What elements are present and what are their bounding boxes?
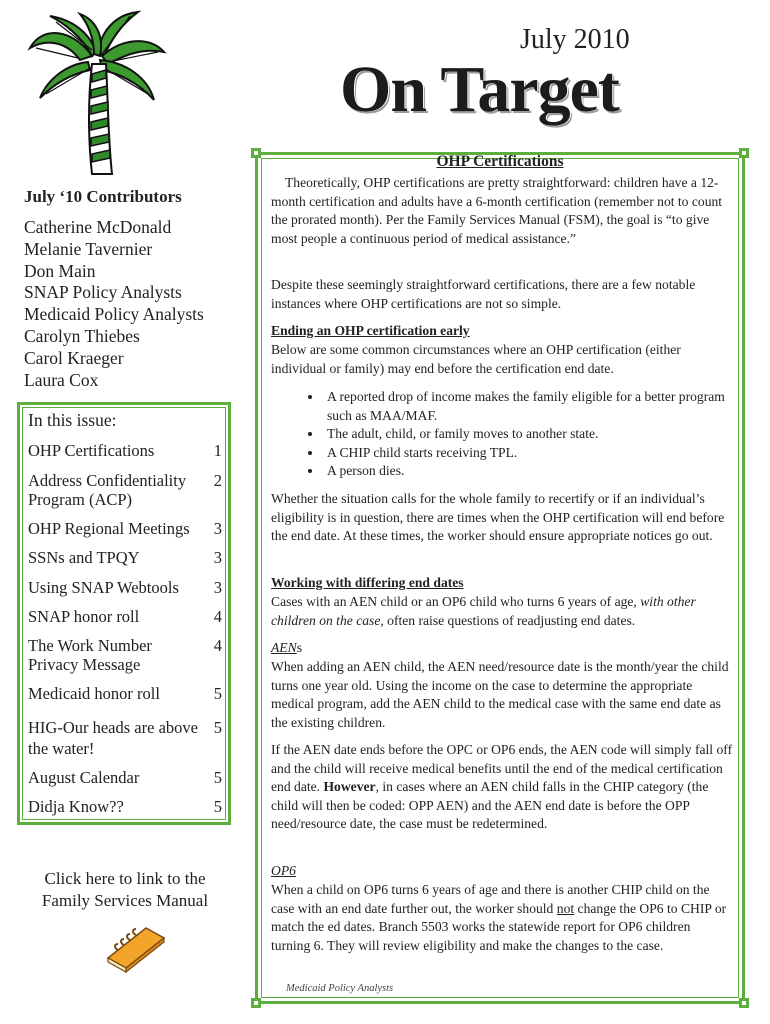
toc-item-page: 4	[213, 636, 222, 655]
contributor-name: Medicaid Policy Analysts	[24, 304, 204, 325]
article-paragraph	[271, 881, 733, 955]
contributor-name: Carol Kraeger	[24, 347, 124, 368]
toc-item-page: 3	[213, 578, 222, 597]
book-icon[interactable]	[102, 922, 168, 974]
text-run: When a child on OP6 turns 6 years of age and there is another CHIP child on the case with an end date further out, the worker should	[271, 882, 710, 916]
frame-corner	[251, 998, 261, 1008]
bullet-item: • A CHIP child starts receiving TPL.	[323, 444, 733, 463]
text-run: , in cases where an AEN child falls in the CHIP category (the child will then be coded: OPP AEN) and the AEN end date is before the OPP need/resource date, the case must be redetermined.	[271, 779, 709, 832]
bullet-list	[271, 388, 733, 481]
toc-item-label: OHP Certifications	[28, 441, 155, 460]
article-paragraph: Despite these seemingly straightforward certifications, there are a few notable instances where OHP certifications are not so simple.	[271, 277, 696, 311]
toc-item-label: OHP Regional Meetings	[28, 519, 190, 538]
text-run: s	[296, 640, 302, 655]
article-paragraph: Below are some common circumstances where an OHP certification (either individual or family) may end before the certification end date.	[271, 342, 681, 376]
bullet-item: • The adult, child, or family moves to another state.	[323, 425, 733, 444]
subsection-heading-op6: OP6	[271, 863, 296, 878]
text-run: change the OP6 to CHIP or match the ed dates. Branch 5503 works the statewide report for OP6 children turning 6. They will review eligibility and make the changes to the case.	[271, 900, 727, 953]
section-heading: Ending an OHP certification early	[271, 323, 470, 338]
contributors-list	[24, 217, 204, 391]
toc-item-page: 3	[213, 519, 222, 538]
article-paragraph: Whether the situation calls for the whole family to recertify or if an individual’s eligibility is in question, there are times when the OHP certification will end before the end date. At these times, the worker should ensure appropriate notices go out.	[271, 491, 725, 544]
toc-item-page: 5	[213, 684, 222, 703]
article-title: OHP Certifications	[436, 153, 564, 170]
text-run: , often raise questions of readjusting end dates.	[380, 612, 636, 628]
article-paragraph	[271, 593, 733, 630]
text-run: AEN	[271, 640, 297, 655]
toc-item-label: August Calendar	[28, 768, 140, 787]
toc-item-label: SNAP honor roll	[28, 607, 140, 626]
article-byline: Medicaid Policy Analysts	[286, 983, 394, 994]
toc-item-label: Didja Know??	[28, 797, 124, 816]
palm-tree-icon	[22, 8, 172, 176]
toc-item-page: 2	[213, 471, 222, 490]
article-paragraph: When adding an AEN child, the AEN need/resource date is the month/year the child turns one year old. Using the income on the case to determine the appropriate medical program, add the AEN child to the medical case with the same end date as the existing children.	[271, 659, 729, 730]
toc-item-page: 5	[213, 718, 222, 737]
contributor-name: SNAP Policy Analysts	[24, 282, 182, 303]
contributor-name: Melanie Tavernier	[24, 238, 153, 259]
text-run-underline: not	[556, 900, 575, 916]
toc-item-page: 3	[213, 548, 222, 567]
contributor-name: Catherine McDonald	[24, 217, 172, 237]
issue-date: July 2010	[520, 24, 630, 55]
text-run-bold: However	[323, 779, 376, 795]
bullet-item: • A reported drop of income makes the family eligible for a better program such as MAA/MAF.	[323, 388, 733, 425]
article-paragraph	[271, 741, 733, 834]
contributor-name: Carolyn Thiebes	[24, 325, 140, 346]
toc-item-page: 5	[213, 768, 222, 787]
article-paragraph: Theoretically, OHP certifications are pretty straightforward: children have a 12-month certification and adults have a 6-month certification (remember not to count the prorated month). Per the Family Services Manual (FSM), the goal is “to give most people a continuous period of medical assistance.”	[271, 175, 723, 246]
toc-item-page: 4	[213, 607, 222, 626]
family-services-manual-link[interactable]: Click here to link to the Family Services Manual	[41, 869, 209, 910]
toc-item-label: HIG-Our heads are above the water!	[28, 718, 198, 758]
toc-item-label: SSNs and TPQY	[28, 548, 140, 567]
newsletter-title: On Target	[340, 53, 619, 126]
toc-item-label: Medicaid honor roll	[28, 684, 160, 703]
contributor-name: Don Main	[24, 260, 96, 281]
text-run-italic: with other children on the case	[271, 594, 696, 628]
toc-item-label: Using SNAP Webtools	[28, 578, 179, 597]
toc-item-page: 5	[213, 797, 222, 816]
bullet-item: • A person dies.	[323, 462, 733, 481]
frame-corner	[739, 998, 749, 1008]
text-run: Cases with an AEN child or an OP6 child who turns 6 years of age,	[271, 594, 641, 609]
toc-item-label: Address Confidentiality Program (ACP)	[28, 471, 187, 509]
toc-item-label: The Work Number Privacy Message	[28, 636, 152, 674]
section-heading: Working with differing end dates	[271, 575, 464, 590]
contributors-heading: July ‘10 Contributors	[24, 187, 182, 206]
toc-item-page: 1	[213, 441, 222, 460]
subsection-heading-aen	[271, 639, 733, 658]
contributor-name: Laura Cox	[24, 369, 99, 390]
text-run: If the AEN date ends before the OPC or OP6 ends, the AEN code will simply fall off and the child will receive medical benefits until the end of the medical certification end date.	[271, 742, 733, 795]
in-this-issue-heading: In this issue:	[28, 410, 117, 430]
